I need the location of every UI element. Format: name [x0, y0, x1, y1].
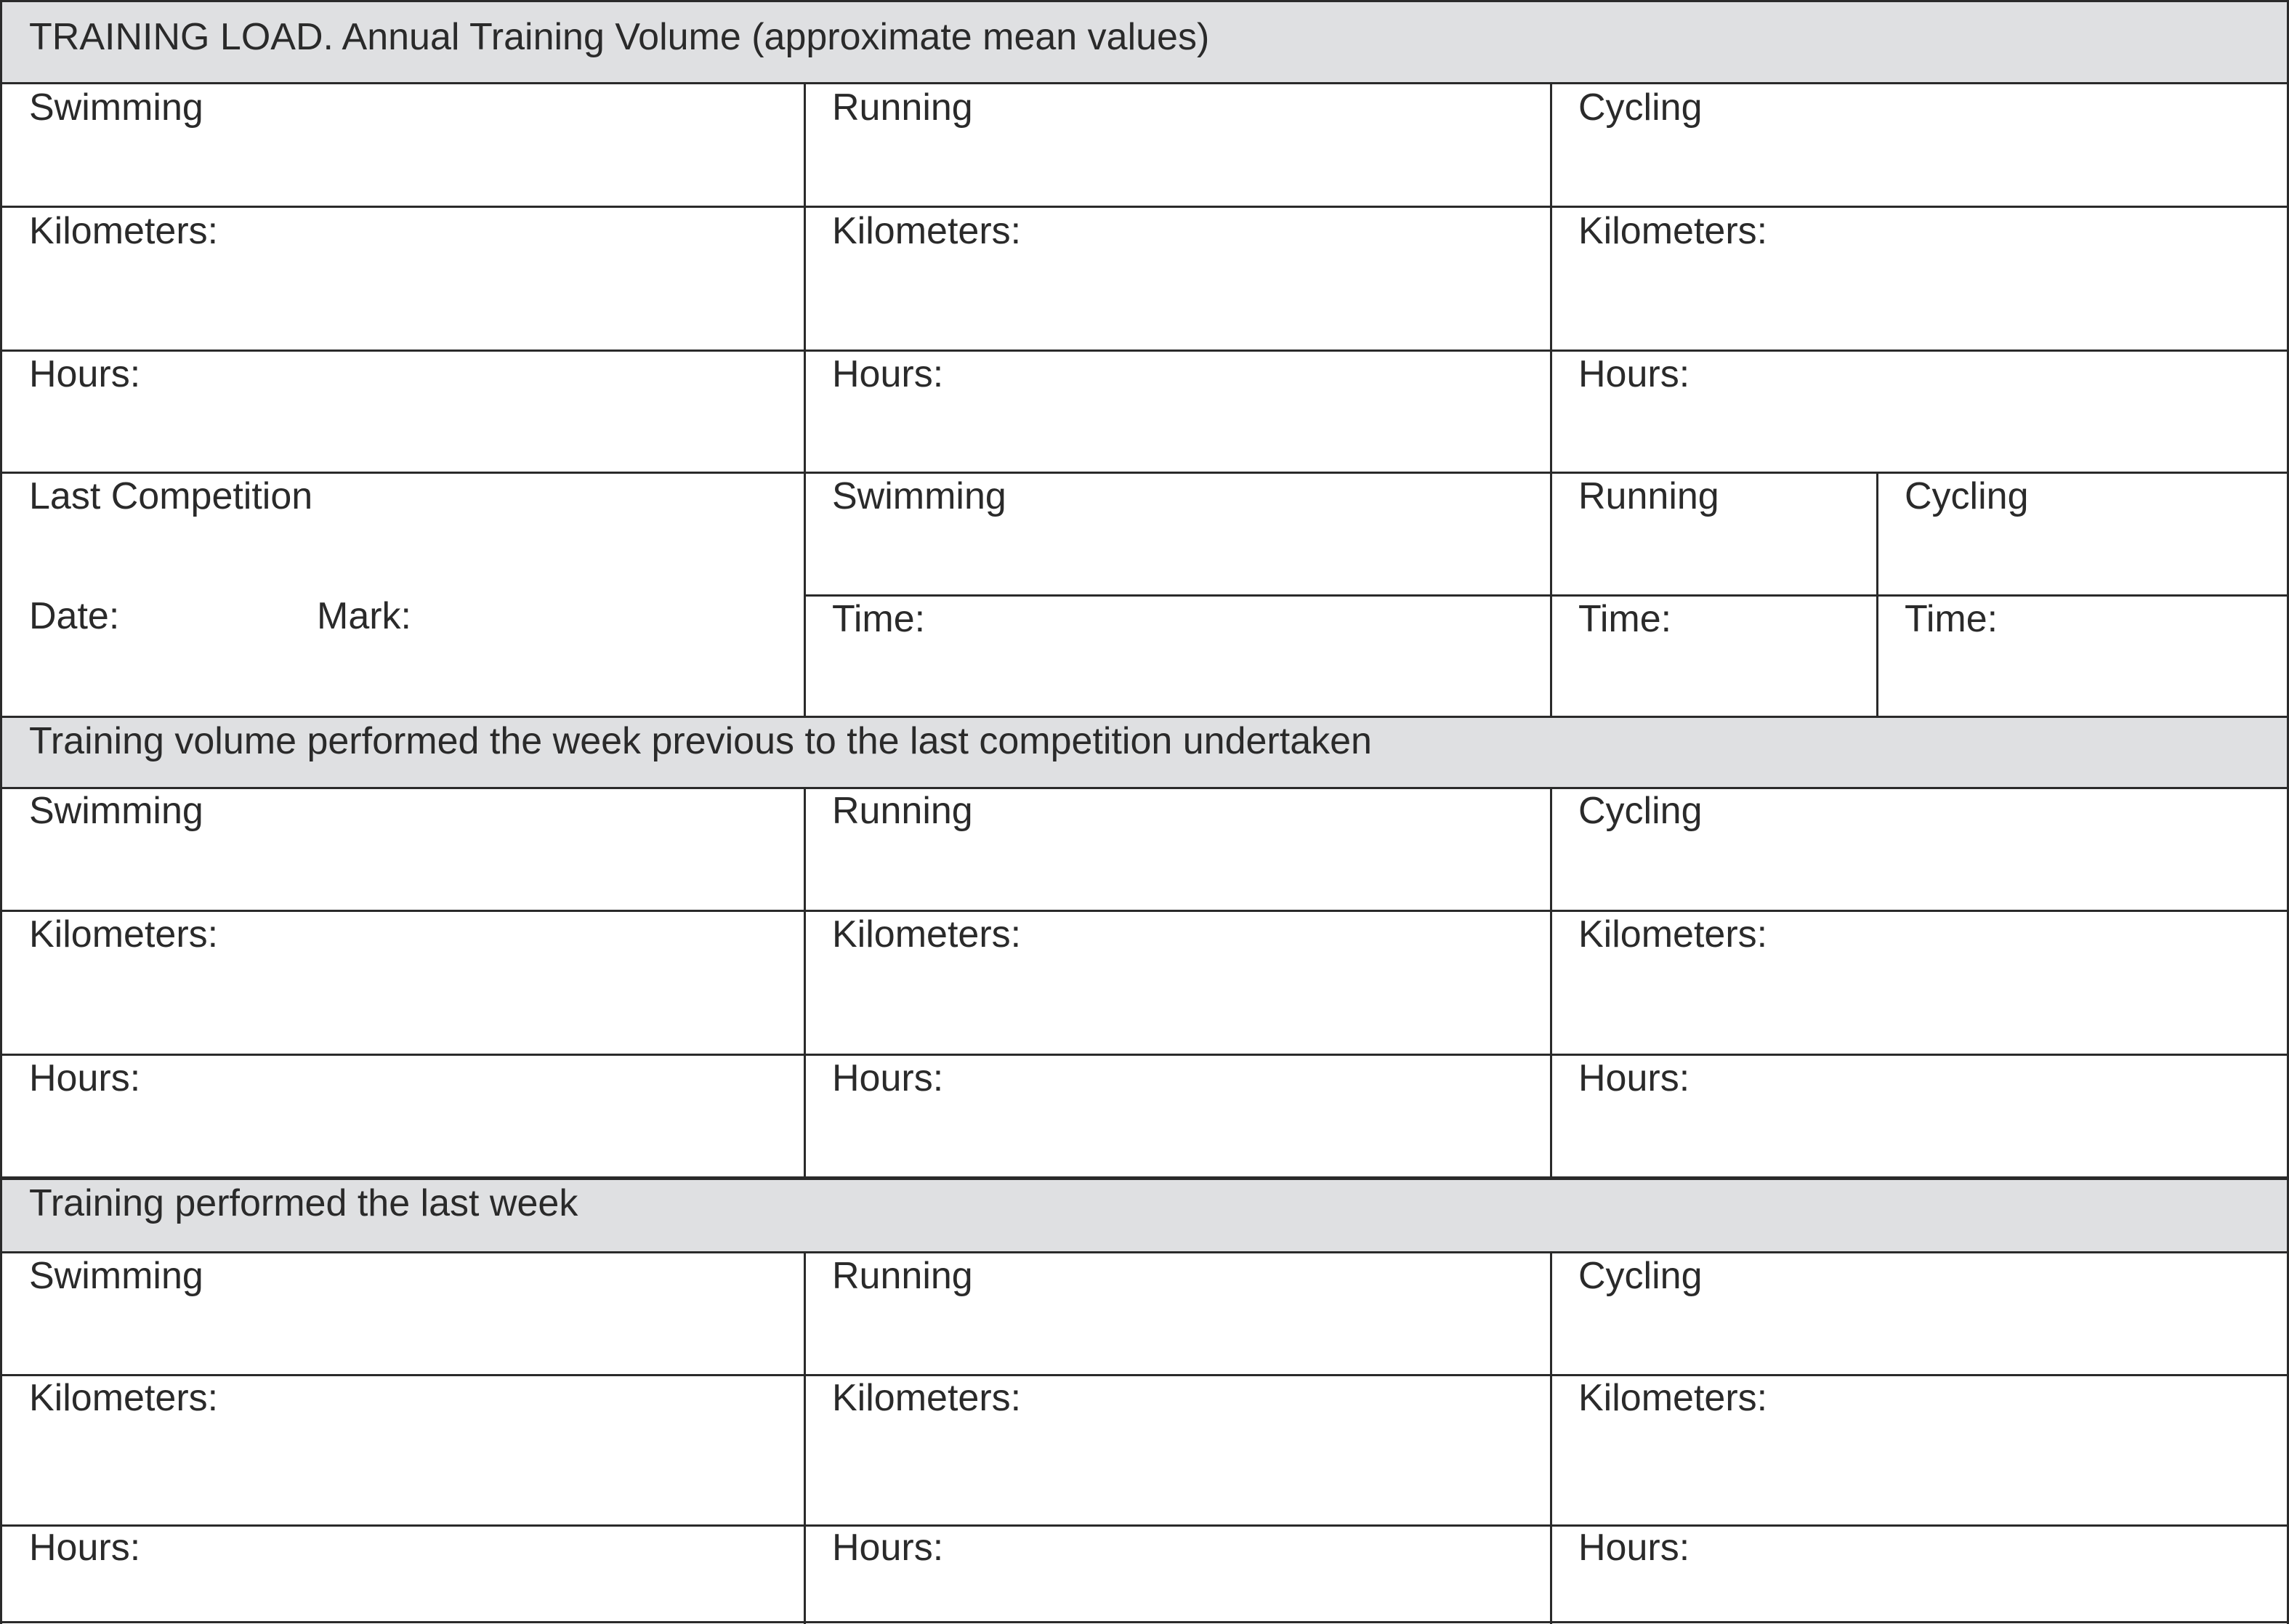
row-rule [0, 206, 2289, 208]
column-rule [1550, 787, 1552, 1179]
lc-swimming-time-label: Time: [832, 598, 926, 640]
s3-swimming-kilometers-label: Kilometers: [29, 1377, 219, 1419]
s1-swimming-kilometers-label: Kilometers: [29, 210, 219, 252]
lc-running-time-label: Time: [1578, 598, 1672, 640]
s1-cycling-header: Cycling [1578, 86, 1703, 129]
row-rule [0, 716, 2289, 718]
lc-cycling-header: Cycling [1905, 475, 2029, 517]
column-rule [804, 82, 806, 716]
section2-title: Training volume performed the week previous to the last competition undertaken [29, 720, 1372, 762]
s1-cycling-hours-label: Hours: [1578, 353, 1690, 395]
date-label: Date: [29, 595, 120, 637]
row-rule [0, 82, 2289, 84]
section1-title: TRAINING LOAD. Annual Training Volume (approximate mean values) [29, 16, 1210, 58]
last-competition-label: Last Competition [29, 475, 313, 517]
row-rule [0, 910, 2289, 912]
s1-running-kilometers-label: Kilometers: [832, 210, 1022, 252]
row-rule [0, 1251, 2289, 1253]
column-rule [804, 787, 806, 1179]
s1-swimming-header: Swimming [29, 86, 203, 129]
lc-cycling-time-label: Time: [1905, 598, 1998, 640]
row-rule [0, 1374, 2289, 1376]
row-rule [0, 1176, 2289, 1180]
s2-swimming-hours-label: Hours: [29, 1057, 141, 1099]
s3-cycling-header: Cycling [1578, 1255, 1703, 1297]
column-rule [1550, 82, 1552, 716]
column-rule [1876, 472, 1878, 716]
s3-running-hours-label: Hours: [832, 1527, 944, 1569]
s1-cycling-kilometers-label: Kilometers: [1578, 210, 1768, 252]
column-rule [1550, 1251, 1552, 1624]
lc-running-header: Running [1578, 475, 1719, 517]
s2-cycling-hours-label: Hours: [1578, 1057, 1690, 1099]
row-rule [0, 1054, 2289, 1056]
s2-cycling-kilometers-label: Kilometers: [1578, 913, 1768, 956]
s1-running-header: Running [832, 86, 973, 129]
column-rule [804, 1251, 806, 1624]
s1-running-hours-label: Hours: [832, 353, 944, 395]
s3-running-kilometers-label: Kilometers: [832, 1377, 1022, 1419]
row-rule [0, 787, 2289, 789]
s3-swimming-hours-label: Hours: [29, 1527, 141, 1569]
section3-title: Training performed the last week [29, 1182, 578, 1224]
s2-running-kilometers-label: Kilometers: [832, 913, 1022, 956]
s2-running-header: Running [832, 790, 973, 832]
s2-swimming-header: Swimming [29, 790, 203, 832]
table-border-top [0, 0, 2289, 2]
row-rule [804, 594, 2289, 597]
s3-swimming-header: Swimming [29, 1255, 203, 1297]
s3-cycling-hours-label: Hours: [1578, 1527, 1690, 1569]
table-border-bottom [0, 1621, 2289, 1623]
s1-swimming-hours-label: Hours: [29, 353, 141, 395]
s2-swimming-kilometers-label: Kilometers: [29, 913, 219, 956]
s3-running-header: Running [832, 1255, 973, 1297]
lc-swimming-header: Swimming [832, 475, 1006, 517]
table-border-left [0, 0, 2, 1624]
row-rule [0, 1524, 2289, 1527]
s3-cycling-kilometers-label: Kilometers: [1578, 1377, 1768, 1419]
s2-cycling-header: Cycling [1578, 790, 1703, 832]
s2-running-hours-label: Hours: [832, 1057, 944, 1099]
row-rule [0, 472, 2289, 474]
mark-label: Mark: [317, 595, 411, 637]
row-rule [0, 350, 2289, 352]
